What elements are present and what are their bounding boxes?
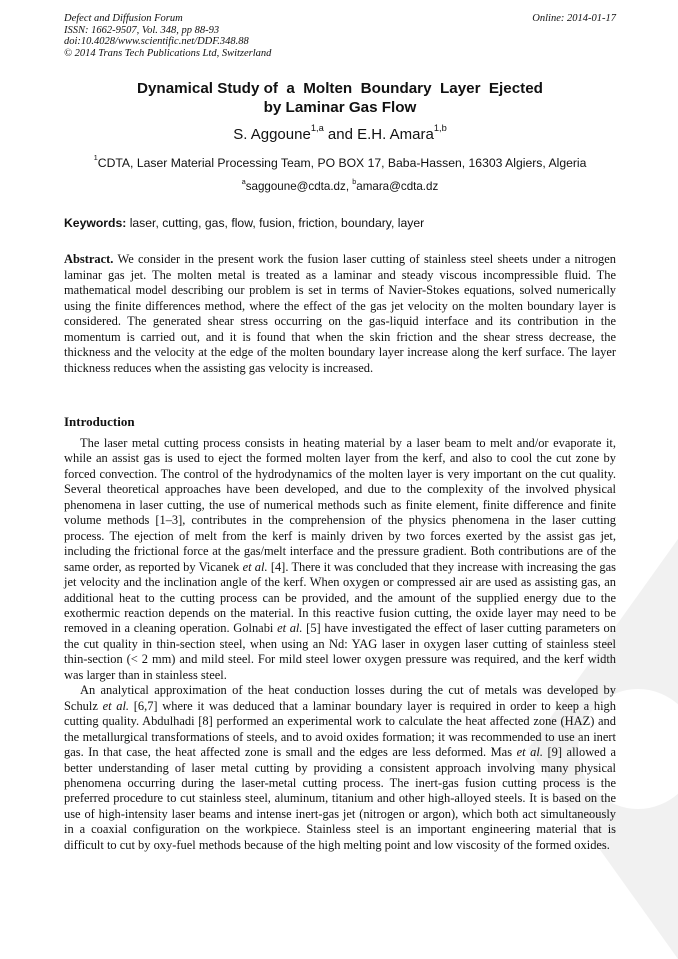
keywords-text: laser, cutting, gas, flow, fusion, friction, boundary, layer — [126, 216, 425, 230]
journal-copyright: © 2014 Trans Tech Publications Ltd, Switzerland — [64, 47, 272, 59]
author-1: S. Aggoune — [233, 126, 311, 143]
intro-paragraph-1 — [64, 436, 616, 683]
intro-p2-etal-2: et al. — [516, 745, 543, 760]
intro-p2-text-a: An analytical approximation of the heat conduction losses during the cut of metals was developed by Schulz — [64, 683, 616, 713]
intro-p1-text-c: [5] have investigated the effect of laser cutting parameters on the cut quality in thin-section steel, when using an Nd: YAG laser in oxygen laser cutting of stainless steel thin-section (< 2 mm) and mild steel. For mild steel lower oxygen pressure was required, and the kerf width was larger than in stainless steel. — [64, 621, 616, 682]
abstract — [64, 252, 616, 376]
paper-title — [64, 79, 616, 117]
section-heading-introduction: Introduction — [64, 414, 135, 429]
intro-p1-text-a: The laser metal cutting process consists in heating material by a laser beam to melt and/or evaporate it, while an assist gas is used to eject the formed molten layer from the kerf, and also to cool the cut zone by forced convection. The control of the hydrodynamics of the molten layer is very important on the cut quality. Several theoretical approaches have been developed, and due to the complexity of the involved physical phenomena in laser cutting, the use of numerical methods such as finite element, finite difference and finite volume methods [1–3], contributes in the comprehension of the physics phenomena in the laser cutting process. The ejection of melt from the kerf is mainly driven by two forces exerted by the assist gas jet, including the frictional force at the gas/melt interface and the pressure gradient. Both contributions are of the same order, as reported by Vicanek — [64, 436, 616, 574]
journal-doi[interactable]: doi:10.4028/www.scientific.net/DDF.348.88 — [64, 36, 249, 48]
introduction-body — [64, 436, 616, 853]
affiliation-marker: 1 — [93, 153, 98, 163]
email-separator: , — [345, 180, 353, 193]
email-b[interactable]: amara@cdta.dz — [356, 180, 439, 193]
affiliation-text: CDTA, Laser Material Processing Team, PO BOX 17, Baba-Hassen, 16303 Algiers, Algeria — [97, 156, 587, 170]
intro-p2-text-c: [9] allowed a better understanding of laser metal cutting by providing a consistent approach involving many physical phenomena occurring during the laser-metal cutting process. The inert-gas fusion cutting process is the preferred procedure to cut stainless steel, aluminum, titanium and other high-alloyed steels. It is based on the use of high-intensity laser beams and intense inert-gas jet (nitrogen or argon), which both act simultaneously in a coaxial configuration on the workpiece. Stainless steel is an important engineering material that is difficult to cut by oxy-fuel methods because of the high melting point and low viscosity of the formed oxides. — [64, 745, 616, 852]
journal-name: Defect and Diffusion Forum — [64, 13, 183, 24]
journal-header — [64, 13, 271, 59]
intro-p1-etal-1: et al. — [242, 559, 268, 574]
author-list — [64, 122, 616, 143]
abstract-label: Abstract. — [64, 252, 114, 266]
online-date: Online: 2014-01-17 — [532, 13, 616, 24]
author-2: E.H. Amara — [357, 126, 434, 143]
title-line-2: by Laminar Gas Flow — [263, 99, 417, 116]
title-line-1: Dynamical Study of a Molten Boundary Layer Ejected — [137, 80, 543, 97]
author-1-affil: 1,a — [310, 122, 324, 133]
email-b-marker: b — [352, 177, 357, 187]
intro-p1-text-b: [4]. There it was concluded that they increase with increasing the gas jet velocity and the inclination angle of the kerf. When oxygen or compressed air are used as assisting gas, an additional heat to the cutting process can be provided, and the amount of the supplied energy due to the exothermic reaction depends on the material. In this reactive fusion cutting, the oxide layer may need to be removed in a cleaning operation. Golnabi — [64, 559, 617, 636]
intro-p1-etal-2: et al. — [277, 621, 303, 636]
author-conj: and — [323, 126, 358, 143]
email-a[interactable]: saggoune@cdta.dz — [245, 180, 346, 193]
keywords-label: Keywords: — [64, 216, 127, 230]
author-2-affil: 1,b — [433, 122, 447, 133]
intro-p2-etal-1: et al. — [102, 698, 130, 713]
intro-p2-text-b: [6,7] where it was deduced that a laminar boundary layer is required in order to keep a high cutting quality. Abdulhadi [8] performed an experimental work to calculate the heat affected zone (HAZ) and the metallurgical transformations of steels, and to avoid oxides formation; it was recommended to use an inert gas. In that case, the heat affected zone is small and the edges are less deformed. Mas — [64, 698, 616, 760]
intro-paragraph-2 — [64, 683, 616, 853]
author-emails — [64, 177, 616, 193]
email-a-marker: a — [241, 177, 246, 187]
keywords — [64, 216, 616, 230]
journal-issn: ISSN: 1662-9507, Vol. 348, pp 88-93 — [64, 24, 220, 36]
abstract-text: We consider in the present work the fusion laser cutting of stainless steel sheets under a nitrogen laminar gas jet. The molten metal is treated as a laminar and steady viscous incompressible fluid. The mathematical model describing our problem is set in terms of Navier-Stokes equations, solved numerically using the finite differences method, where the effect of the gas jet velocity on the molten boundary layer is considered. The generated shear stress occurring on the gas-liquid interface and its contribution in the momentum is carried out, and it is found that when the skin friction and the shear stress decrease, the thickness and the velocity at the edge of the molten boundary layer increase along the kerf surface. The layer thickness reduces when the assisting gas velocity is increased. — [64, 252, 616, 375]
affiliation — [64, 153, 616, 170]
